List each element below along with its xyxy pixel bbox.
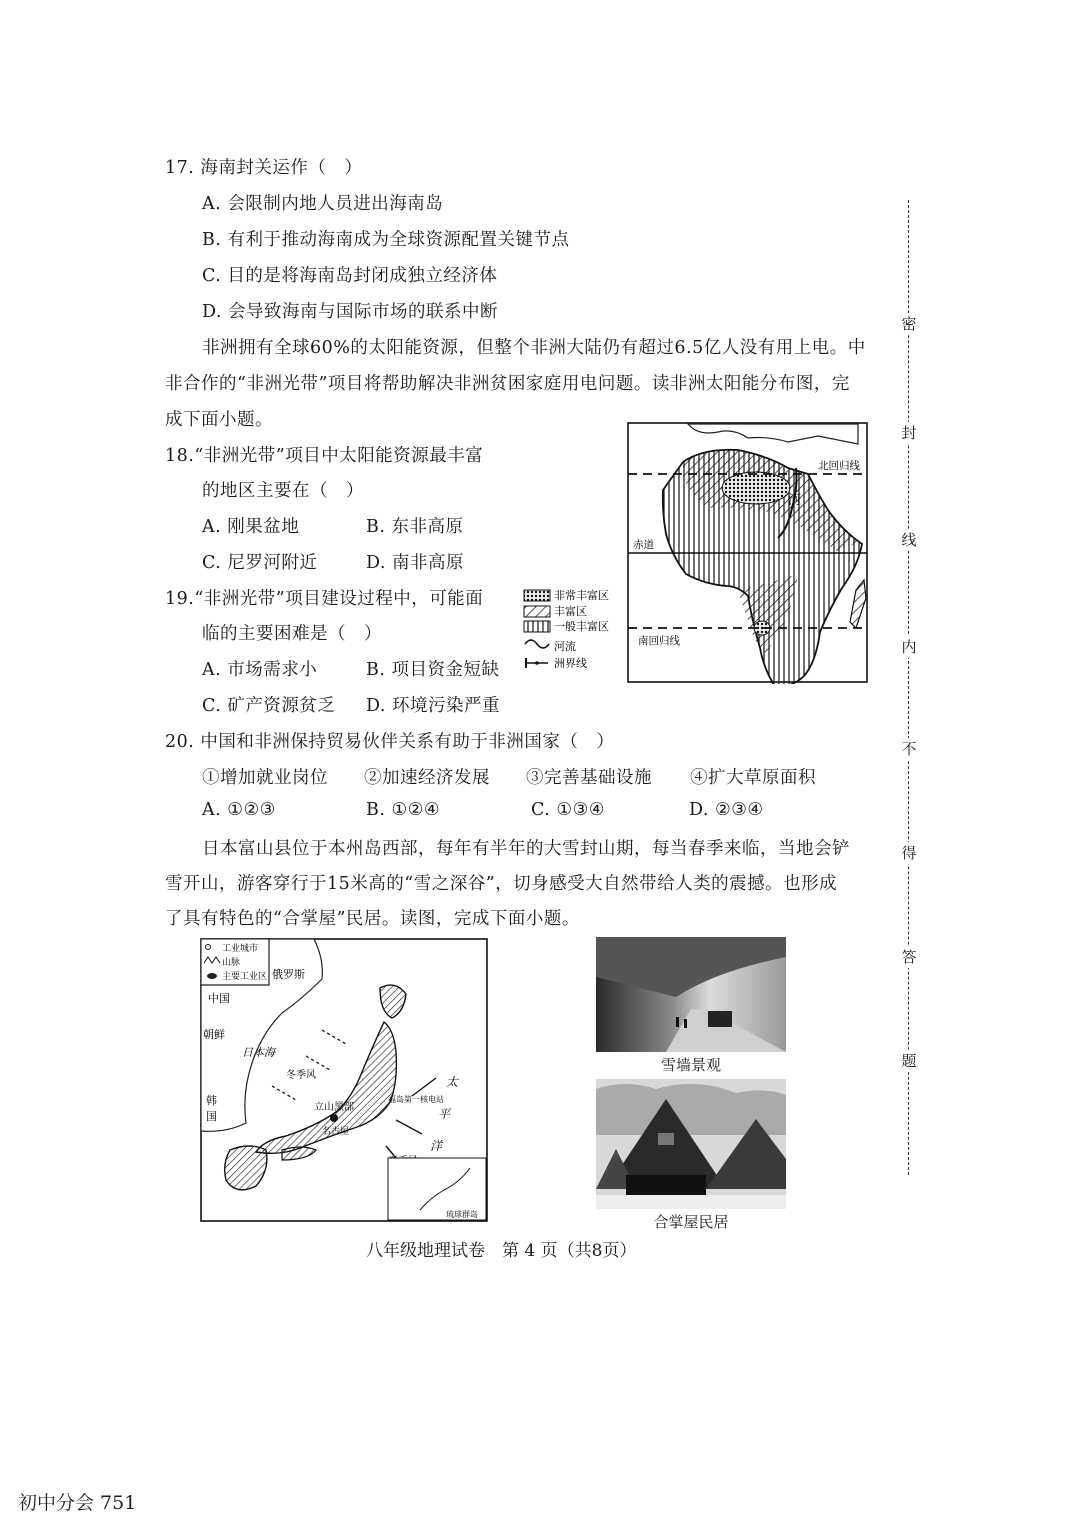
question-20-stem: 20. 中国和非洲保持贸易伙伴关系有助于非洲国家（ ） [165, 732, 615, 752]
q20-option-b: B. ①②④ [366, 800, 441, 820]
legend-boundary: 洲界线 [554, 657, 587, 670]
q20-item-1: ①增加就业岗位 [202, 768, 328, 788]
label-fukushima: 福岛第一核电站 [388, 1095, 444, 1104]
q20-option-c: C. ①③④ [531, 800, 605, 820]
seal-char-7: 答 [898, 946, 920, 968]
legend-swatch-very-rich [524, 590, 550, 601]
label-pacific-2: 平 [438, 1107, 451, 1121]
japan-map [200, 938, 488, 1222]
label-pacific-3: 洋 [430, 1139, 443, 1153]
q20-item-4: ④扩大草原面积 [690, 768, 816, 788]
label-north-korea: 朝鲜 [203, 1028, 225, 1041]
q17-option-d: D. 会导致海南与国际市场的联系中断 [202, 302, 499, 322]
africa-intro-line-3: 成下面小题。 [165, 410, 273, 430]
legend-industrial-zone: 主要工业区 [222, 972, 268, 982]
q20-option-a: A. ①②③ [202, 800, 276, 820]
label-south-korea-2: 国 [206, 1110, 217, 1123]
tropic-capricorn-label: 南回归线 [638, 635, 680, 647]
q19-option-c: C. 矿产资源贫乏 [202, 696, 336, 716]
q20-item-3: ③完善基础设施 [526, 768, 652, 788]
seal-char-3: 线 [898, 529, 920, 551]
africa-intro-line-2: 非合作的“非洲光带”项目将帮助解决非洲贫困家庭用电问题。读非洲太阳能分布图，完 [165, 374, 850, 394]
question-19-stem-2: 临的主要困难是（ ） [202, 624, 382, 644]
legend-industrial-city: 工业城市 [222, 944, 259, 954]
caption-snow-wall: 雪墙景观 [660, 1056, 721, 1074]
seal-char-6: 得 [898, 842, 920, 864]
label-tateyama: 立山黑部 [314, 1102, 354, 1113]
legend-boundary-icon [526, 658, 548, 668]
label-ryukyu: 琉球群岛 [446, 1210, 478, 1219]
tateyama-marker [330, 1114, 338, 1122]
legend-swatch-general [524, 621, 550, 632]
gassho-house-photo [596, 1079, 786, 1209]
seal-char-1: 密 [898, 313, 920, 335]
q20-item-2: ②加速经济发展 [364, 768, 490, 788]
legend-river-icon [525, 640, 549, 648]
africa-intro-line-1: 非洲拥有全球60%的太阳能资源，但整个非洲大陆仍有超过6.5亿人没有用上电。中 [202, 338, 866, 358]
q17-option-a: A. 会限制内地人员进出海南岛 [202, 194, 444, 214]
snow-wall-photo [596, 937, 786, 1052]
japan-intro-line-2: 雪开山，游客穿行于15米高的“雪之深谷”，切身感受大自然带给人类的震撼。也形成 [165, 874, 838, 894]
legend-general: 一般丰富区 [554, 620, 609, 633]
q17-option-b: B. 有利于推动海南成为全球资源配置关键节点 [202, 230, 570, 250]
caption-gassho-house: 合掌屋民居 [653, 1213, 729, 1231]
question-19-stem: 19.“非洲光带”项目建设过程中，可能面 [165, 589, 484, 609]
question-18-stem-2: 的地区主要在（ ） [202, 481, 364, 501]
q19-option-b: B. 项目资金短缺 [366, 660, 500, 680]
very-rich-zone-sahara [722, 472, 790, 504]
q18-option-a: A. 刚果盆地 [202, 517, 300, 537]
legend-river: 河流 [554, 640, 576, 653]
q19-option-d: D. 环境污染严重 [366, 696, 501, 716]
label-pacific-1: 太 [446, 1075, 459, 1089]
watermark: 初中分会 751 [18, 1492, 137, 1514]
legend-zone-icon [207, 973, 217, 979]
legend-very-rich: 非常丰富区 [554, 589, 609, 602]
page-footer: 八年级地理试卷 第 4 页（共8页） [366, 1241, 637, 1261]
q17-option-c: C. 目的是将海南岛封闭成独立经济体 [202, 266, 498, 286]
japan-intro-line-1: 日本富山县位于本州岛西部，每年有半年的大雪封山期，每当春季来临，当地会铲 [202, 839, 850, 859]
label-south-korea-1: 韩 [206, 1094, 217, 1107]
q20-option-d: D. ②③④ [689, 800, 764, 820]
question-18-stem: 18.“非洲光带”项目中太阳能资源最丰富 [165, 446, 484, 466]
q18-option-c: C. 尼罗河附近 [202, 553, 318, 573]
q18-option-d: D. 南非高原 [366, 553, 465, 573]
river-label: 河 [788, 493, 802, 508]
label-sea-of-japan: 日本海 [242, 1046, 275, 1059]
label-russia: 俄罗斯 [272, 968, 305, 981]
africa-solar-map [522, 422, 868, 684]
legend-rich: 丰富区 [554, 605, 587, 618]
seal-char-2: 封 [898, 422, 920, 444]
label-nagoya: 名古屋 [322, 1127, 350, 1137]
seal-char-4: 内 [898, 636, 920, 658]
legend-mountain: 山脉 [222, 958, 241, 968]
q18-option-b: B. 东非高原 [366, 517, 464, 537]
legend-swatch-rich [524, 606, 550, 617]
label-china: 中国 [208, 992, 230, 1005]
label-winter-wind: 冬季风 [286, 1070, 316, 1081]
seal-line [908, 200, 909, 1175]
seal-char-8: 题 [898, 1050, 920, 1072]
q19-option-a: A. 市场需求小 [202, 660, 318, 680]
tropic-cancer-label: 北回归线 [818, 460, 860, 472]
equator-label: 赤道 [633, 539, 654, 551]
seal-char-5: 不 [898, 738, 920, 760]
question-17-stem: 17. 海南封关运作（ ） [165, 158, 363, 178]
japan-intro-line-3: 了具有特色的“合掌屋”民居。读图，完成下面小题。 [165, 909, 580, 929]
